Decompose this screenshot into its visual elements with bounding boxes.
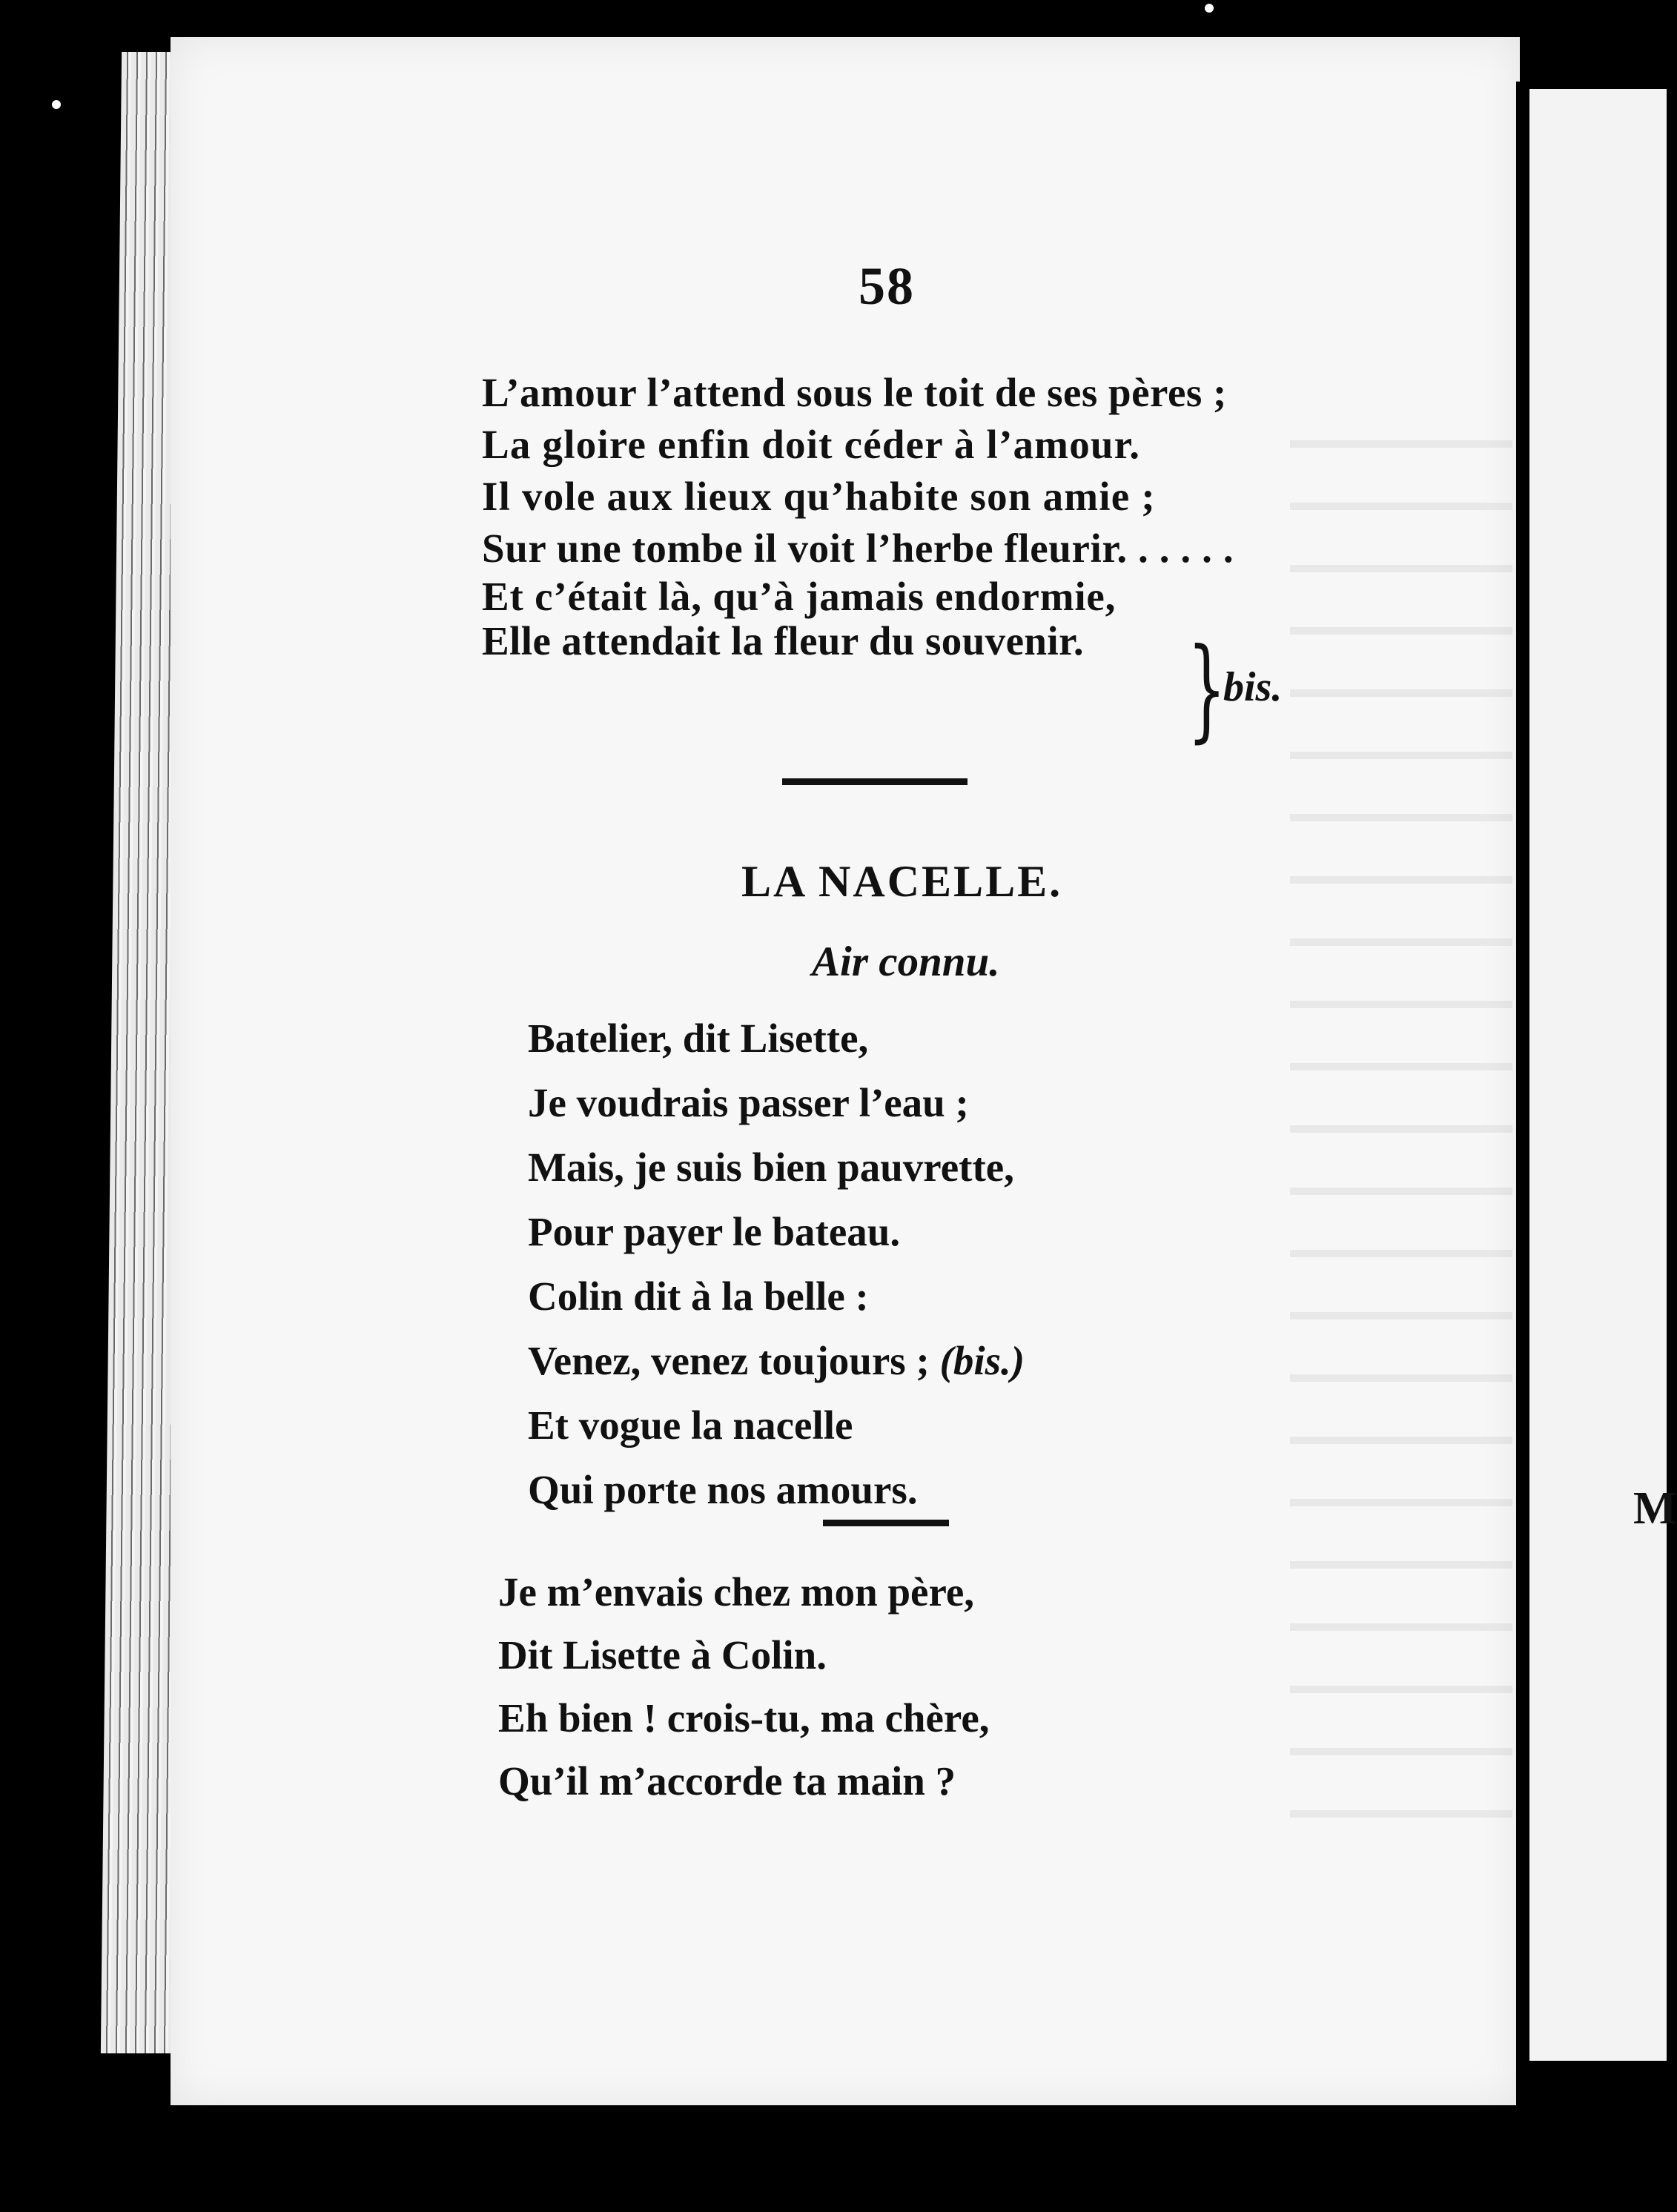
verse-line: Mais, je suis bien pauvrette, [528,1145,1014,1190]
refrain-brace: } [1187,625,1226,754]
stanza-1 [528,1006,1025,1522]
verse-line: Sur une tombe il voit l’herbe fleurir. . . . . . [482,526,1234,571]
section-rule [782,778,968,785]
verse-line: Et c’était là, qu’à jamais endormie, [482,574,1117,619]
verse-line: Pour payer le bateau. [528,1209,901,1254]
song-air: Air connu. [812,938,1000,985]
verse-line: L’amour l’attend sous le toit de ses pères ; [482,370,1227,415]
speck [1205,4,1214,13]
facing-page-letter: M [1633,1483,1677,1534]
section-rule [823,1520,949,1526]
song-title: LA NACELLE. [741,857,1063,906]
verse-line: Elle attendait la fleur du souvenir. [482,618,1084,663]
speck [52,100,61,109]
top-stanza [482,367,1234,663]
verse-line: Je m’envais chez mon père, [498,1569,975,1615]
verse-line: Colin dit à la belle : [528,1274,869,1319]
verse-line: Qu’il m’accorde ta main ? [498,1758,956,1804]
stanza-2 [498,1560,990,1812]
verse-line: Eh bien ! crois-tu, ma chère, [498,1695,990,1741]
verse-line: Il vole aux lieux qu’habite son amie ; [482,474,1156,519]
verse-text: Venez, venez toujours ; [528,1338,930,1383]
verse-line: Qui porte nos amours. [528,1467,918,1512]
book-gutter [1516,82,1529,2113]
facing-page [1529,89,1667,2061]
page-number: 58 [859,256,915,316]
verse-line: La gloire enfin doit céder à l’amour. [482,422,1141,467]
verse-line: Dit Lisette à Colin. [498,1632,827,1678]
verse-line: Je voudrais passer l’eau ; [528,1080,969,1125]
verse-line-with-bis [528,1328,1025,1393]
bis-inline-mark: (bis.) [939,1338,1025,1383]
verse-line: Et vogue la nacelle [528,1403,853,1448]
verse-line: Batelier, dit Lisette, [528,1016,869,1061]
refrain-mark: bis. [1223,664,1283,710]
